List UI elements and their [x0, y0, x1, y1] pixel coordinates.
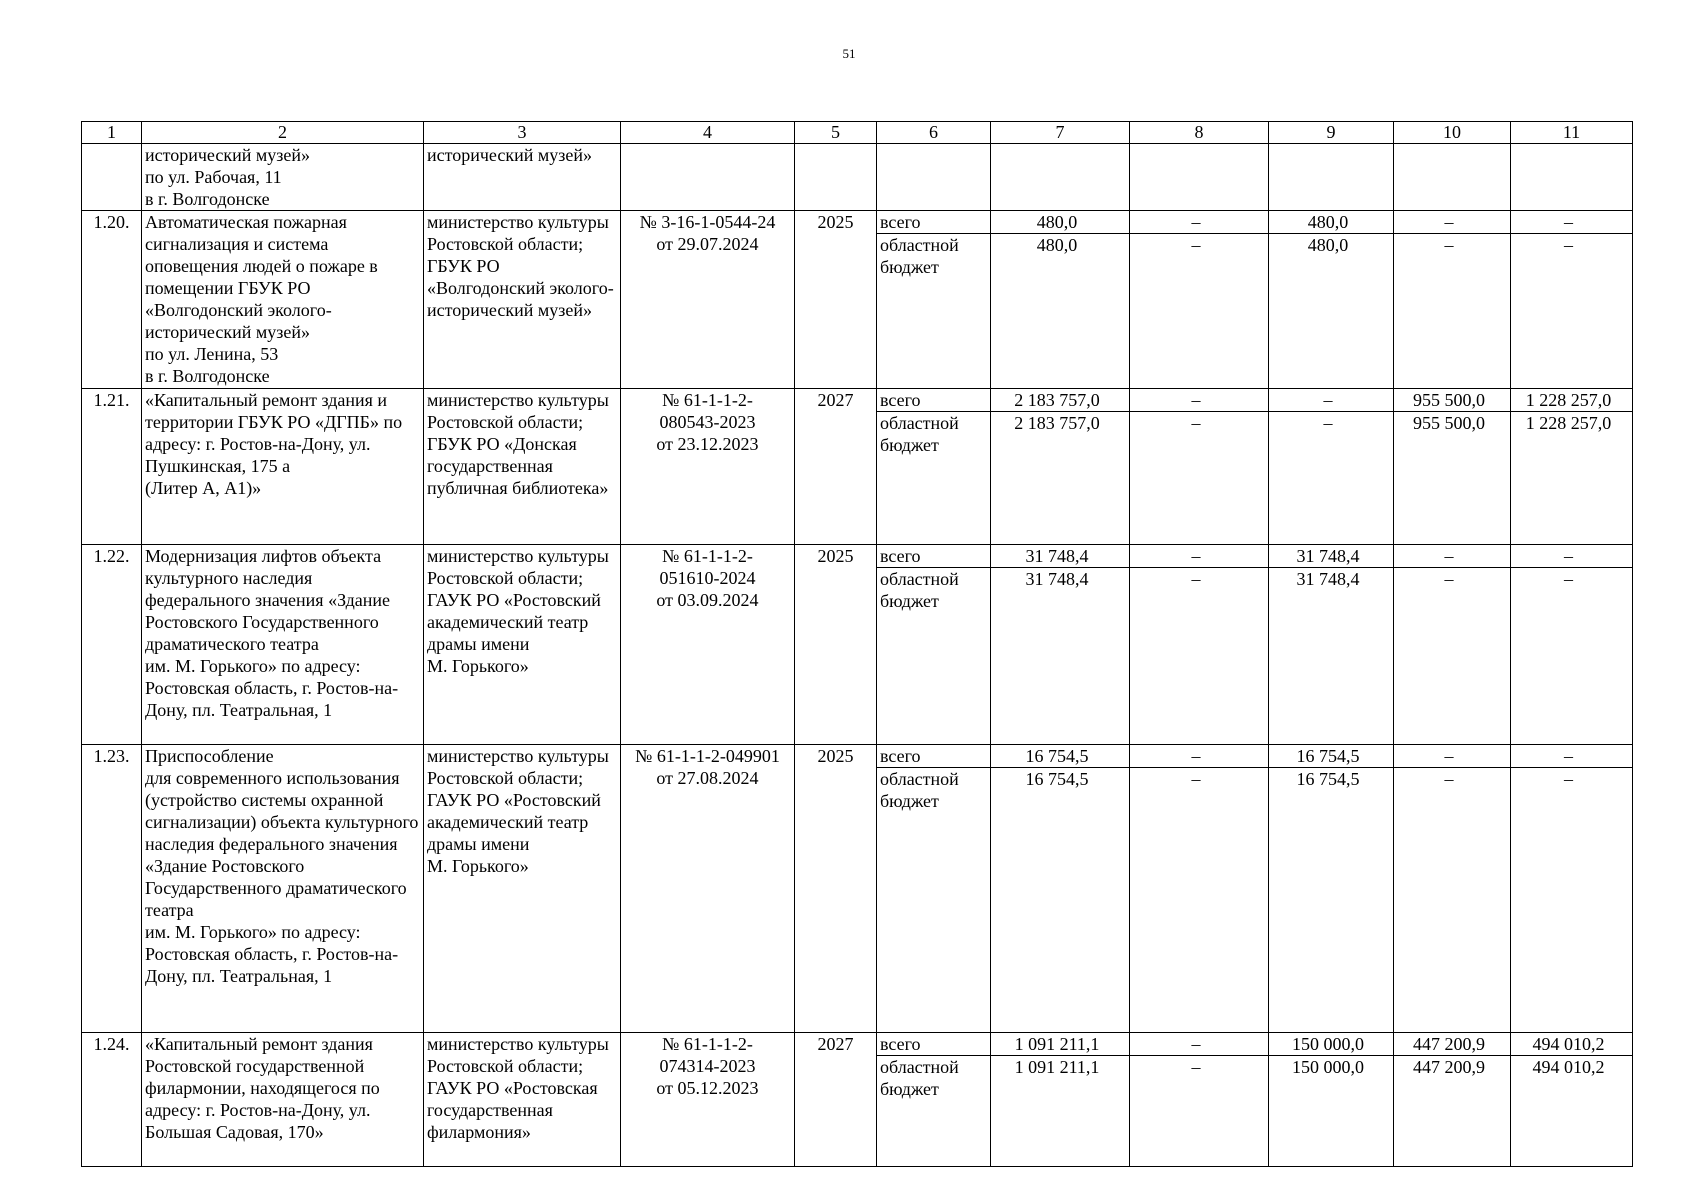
source-label-cell: областной бюджет [877, 412, 991, 545]
amount-cell: 955 500,0 [1394, 389, 1511, 412]
column-header: 11 [1511, 122, 1633, 144]
executor-cell: министерство культуры Ростовской области; ГАУК РО «Ростовская государственная филармония» [424, 1033, 621, 1167]
amount-cell: 494 010,2 [1511, 1056, 1633, 1167]
source-cell [877, 144, 991, 211]
column-header: 3 [424, 122, 621, 144]
source-label-cell: всего [877, 545, 991, 568]
program-table [81, 121, 1633, 1167]
column-header: 2 [142, 122, 424, 144]
year-cell: 2025 [795, 545, 877, 745]
object-name-cell: Автоматическая пожарная сигнализация и система оповещения людей о пожаре в помещении ГБУК РО «Волгодонский эколого-исторический музей» по ул. Ленина, 53 в г. Волгодонске [142, 211, 424, 389]
executor-cell: министерство культуры Ростовской области; ГАУК РО «Ростовский академический театр драмы имени М. Горького» [424, 745, 621, 1033]
amount-cell [1269, 144, 1394, 211]
page-number: 51 [842, 46, 856, 61]
amount-cell: – [1511, 568, 1633, 745]
amount-cell: 447 200,9 [1394, 1056, 1511, 1167]
amount-cell: 1 091 211,1 [991, 1033, 1130, 1056]
executor-cell: исторический музей» [424, 144, 621, 211]
column-header: 1 [82, 122, 142, 144]
row-number-cell: 1.21. [82, 389, 142, 545]
object-name-cell: Приспособление для современного использования (устройство системы охранной сигнализации) объекта культурного наследия федерального значения «Здание Ростовского Государственного драматического театра им. М. Горького» по адресу: Ростовская область, г. Ростов-на-Дону, пл. Театральная, 1 [142, 745, 424, 1033]
amount-cell: 480,0 [1269, 234, 1394, 389]
row-number-cell: 1.24. [82, 1033, 142, 1167]
source-label-cell: всего [877, 389, 991, 412]
amount-cell: – [1130, 745, 1269, 768]
table-row [82, 1033, 1633, 1056]
executor-cell: министерство культуры Ростовской области; ГБУК РО «Волгодонский эколого- исторический музей» [424, 211, 621, 389]
object-name-cell: «Капитальный ремонт здания и территории ГБУК РО «ДГПБ» по адресу: г. Ростов-на-Дону, ул. Пушкинская, 175 а (Литер А, А1)» [142, 389, 424, 545]
amount-cell: 494 010,2 [1511, 1033, 1633, 1056]
amount-cell: 16 754,5 [1269, 768, 1394, 1033]
amount-cell: – [1130, 389, 1269, 412]
amount-cell: – [1130, 1033, 1269, 1056]
amount-cell: 31 748,4 [991, 568, 1130, 745]
table-row [82, 745, 1633, 768]
row-number-cell [82, 144, 142, 211]
amount-cell: 1 228 257,0 [1511, 412, 1633, 545]
amount-cell: – [1130, 211, 1269, 234]
amount-cell: 16 754,5 [991, 768, 1130, 1033]
amount-cell: 2 183 757,0 [991, 389, 1130, 412]
column-header: 4 [621, 122, 795, 144]
amount-cell [991, 144, 1130, 211]
document-cell: № 3-16-1-0544-24 от 29.07.2024 [621, 211, 795, 389]
amount-cell: – [1130, 768, 1269, 1033]
amount-cell: – [1511, 545, 1633, 568]
amount-cell: – [1511, 211, 1633, 234]
amount-cell: 480,0 [1269, 211, 1394, 234]
row-number-cell: 1.20. [82, 211, 142, 389]
column-header: 8 [1130, 122, 1269, 144]
amount-cell: 480,0 [991, 211, 1130, 234]
amount-cell: 150 000,0 [1269, 1056, 1394, 1167]
amount-cell: – [1394, 234, 1511, 389]
amount-cell [1511, 144, 1633, 211]
column-header: 10 [1394, 122, 1511, 144]
year-cell: 2025 [795, 745, 877, 1033]
amount-cell: 16 754,5 [991, 745, 1130, 768]
amount-cell: – [1394, 211, 1511, 234]
amount-cell: 955 500,0 [1394, 412, 1511, 545]
document-cell: № 61-1-1-2-049901 от 27.08.2024 [621, 745, 795, 1033]
amount-cell: – [1394, 545, 1511, 568]
amount-cell: 31 748,4 [991, 545, 1130, 568]
table-row [82, 211, 1633, 234]
executor-cell: министерство культуры Ростовской области; ГАУК РО «Ростовский академический театр драмы имени М. Горького» [424, 545, 621, 745]
amount-cell: – [1269, 389, 1394, 412]
column-header: 7 [991, 122, 1130, 144]
table-row [82, 545, 1633, 568]
row-number-cell: 1.22. [82, 545, 142, 745]
amount-cell: 31 748,4 [1269, 545, 1394, 568]
source-label-cell: областной бюджет [877, 768, 991, 1033]
source-label-cell: всего [877, 211, 991, 234]
column-header: 9 [1269, 122, 1394, 144]
header-row [82, 122, 1633, 144]
amount-cell: – [1130, 412, 1269, 545]
amount-cell: 1 228 257,0 [1511, 389, 1633, 412]
document-cell: № 61-1-1-2- 074314-2023 от 05.12.2023 [621, 1033, 795, 1167]
document-cell [621, 144, 795, 211]
amount-cell: – [1130, 545, 1269, 568]
year-cell [795, 144, 877, 211]
source-label-cell: областной бюджет [877, 568, 991, 745]
amount-cell: – [1511, 768, 1633, 1033]
amount-cell: – [1394, 568, 1511, 745]
year-cell: 2025 [795, 211, 877, 389]
amount-cell: 31 748,4 [1269, 568, 1394, 745]
table-row [82, 389, 1633, 412]
amount-cell: 447 200,9 [1394, 1033, 1511, 1056]
object-name-cell: исторический музей» по ул. Рабочая, 11 в г. Волгодонске [142, 144, 424, 211]
object-name-cell: «Капитальный ремонт здания Ростовской государственной филармонии, находящегося по адресу: г. Ростов-на-Дону, ул. Большая Садовая, 170» [142, 1033, 424, 1167]
amount-cell: – [1269, 412, 1394, 545]
continuation-row [82, 144, 1633, 211]
amount-cell: 150 000,0 [1269, 1033, 1394, 1056]
amount-cell [1130, 144, 1269, 211]
source-label-cell: областной бюджет [877, 1056, 991, 1167]
amount-cell: 16 754,5 [1269, 745, 1394, 768]
amount-cell: – [1130, 1056, 1269, 1167]
executor-cell: министерство культуры Ростовской области; ГБУК РО «Донская государственная публичная библиотека» [424, 389, 621, 545]
amount-cell: 2 183 757,0 [991, 412, 1130, 545]
source-label-cell: всего [877, 745, 991, 768]
row-number-cell: 1.23. [82, 745, 142, 1033]
amount-cell: – [1394, 768, 1511, 1033]
year-cell: 2027 [795, 389, 877, 545]
amount-cell: – [1511, 745, 1633, 768]
year-cell: 2027 [795, 1033, 877, 1167]
document-cell: № 61-1-1-2- 080543-2023 от 23.12.2023 [621, 389, 795, 545]
amount-cell: 1 091 211,1 [991, 1056, 1130, 1167]
source-label-cell: областной бюджет [877, 234, 991, 389]
amount-cell: – [1511, 234, 1633, 389]
amount-cell [1394, 144, 1511, 211]
amount-cell: 480,0 [991, 234, 1130, 389]
amount-cell: – [1130, 234, 1269, 389]
amount-cell: – [1394, 745, 1511, 768]
document-cell: № 61-1-1-2- 051610-2024 от 03.09.2024 [621, 545, 795, 745]
amount-cell: – [1130, 568, 1269, 745]
source-label-cell: всего [877, 1033, 991, 1056]
column-header: 6 [877, 122, 991, 144]
column-header: 5 [795, 122, 877, 144]
object-name-cell: Модернизация лифтов объекта культурного наследия федерального значения «Здание Ростовского Государственного драматического театра им. М. Горького» по адресу: Ростовская область, г. Ростов-на-Дону, пл. Театральная, 1 [142, 545, 424, 745]
